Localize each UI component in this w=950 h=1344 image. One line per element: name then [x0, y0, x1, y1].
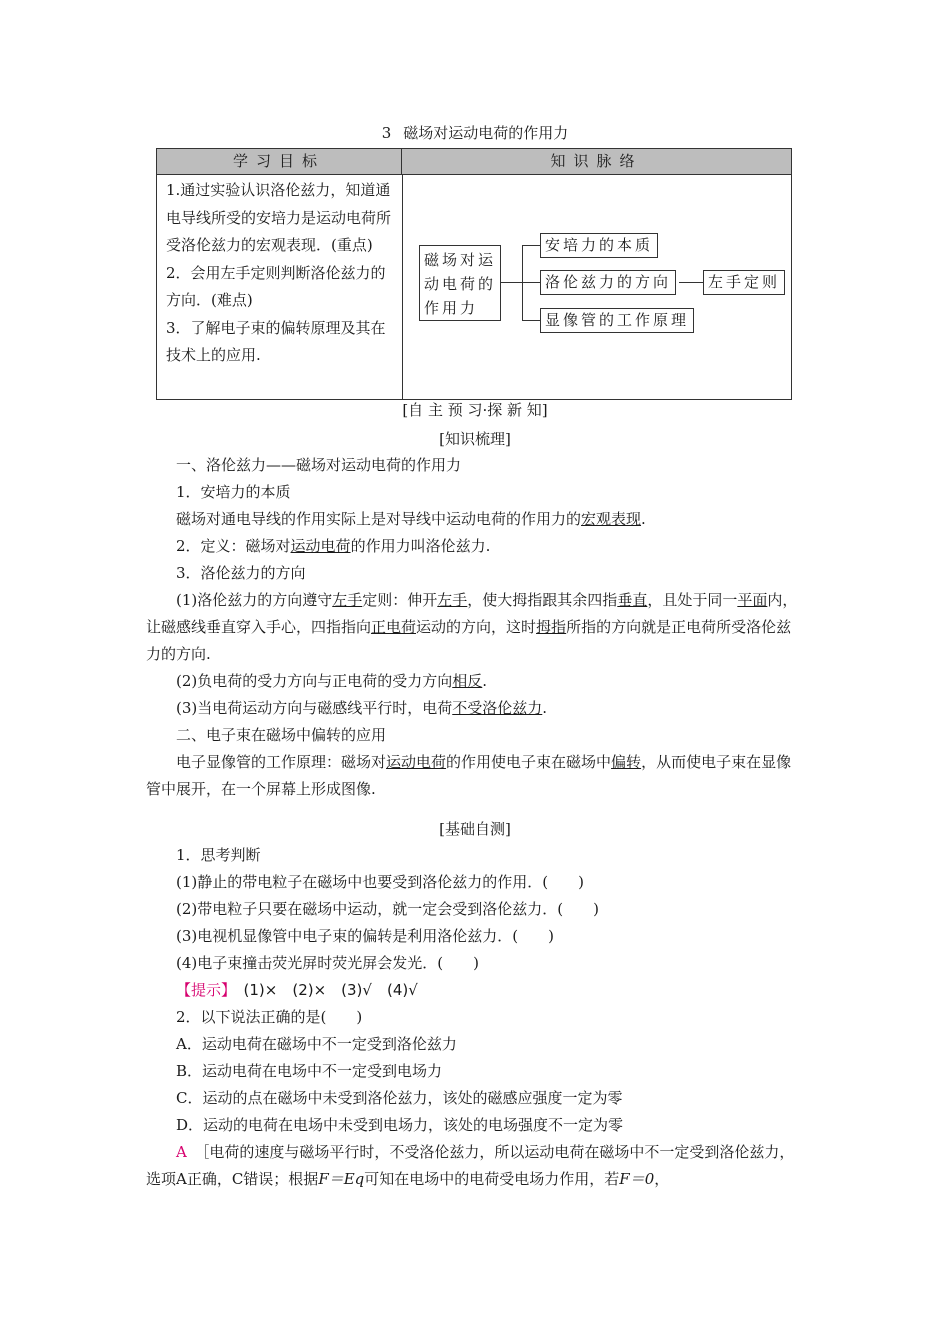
- header-learning-goals: 学习目标: [157, 149, 402, 175]
- blank-answer: 相反: [452, 672, 483, 690]
- hint-line: [146, 977, 806, 1004]
- paragraph: 2．定义：磁场对运动电荷的作用力叫洛伦兹力.: [176, 537, 491, 555]
- subsection-title: 1．安培力的本质: [176, 483, 291, 501]
- goal-item: 3．了解电子束的偏转原理及其在技术上的应用.: [166, 318, 386, 364]
- selftest-body: [146, 842, 806, 1193]
- paragraph: (2)负电荷的受力方向与正电荷的受力方向相反.: [176, 672, 488, 690]
- preview-header: [自 主 预 习·探 新 知]: [402, 401, 548, 419]
- learning-goals: [166, 177, 394, 370]
- blank-answer: 偏转: [611, 753, 642, 771]
- formula: F＝0: [619, 1170, 655, 1188]
- paragraph: (1)洛伦兹力的方向遵守左手定则：伸开左手，使大拇指跟其余四指垂直，且处于同一平面内，让磁感线垂直穿入手心，四指指向正电荷运动的方向，这时拇指所指的方向就是正电荷所受洛伦兹力的方向.: [146, 591, 798, 663]
- question-title: 2．以下说法正确的是( ): [176, 1008, 363, 1026]
- blank-answer: 宏观表现: [581, 510, 642, 528]
- blank-answer: 平面: [737, 591, 768, 609]
- connector: [522, 282, 540, 283]
- blank-answer: 运动电荷: [386, 753, 447, 771]
- connector: [522, 245, 523, 321]
- blank-answer: 左手: [437, 591, 468, 609]
- paragraph: 电子显像管的工作原理：磁场对运动电荷的作用使电子束在磁场中偏转，从而使电子束在显像管中展开，在一个屏幕上形成图像.: [146, 753, 792, 798]
- paragraph: (3)当电荷运动方向与磁感线平行时，电荷不受洛伦兹力.: [176, 699, 548, 717]
- option-b: B．运动电荷在电场中不一定受到电场力: [176, 1062, 443, 1080]
- goal-item: 1.通过实验认识洛伦兹力，知道通电导线所受的安培力是运动电荷所受洛伦兹力的宏观表现．(重点): [166, 181, 392, 254]
- answer-explanation: A ［电荷的速度与磁场平行时，不受洛伦兹力，所以运动电荷在磁场中不一定受到洛伦兹力，选项A正确，C错误；根据F＝Eq可知在电场中的电荷受电场力作用，若F＝0，: [146, 1143, 795, 1188]
- question-title: 1．思考判断: [176, 846, 261, 864]
- paragraph: 磁场对通电导线的作用实际上是对导线中运动电荷的作用力的宏观表现.: [176, 510, 646, 528]
- objectives-table: [156, 148, 792, 400]
- selftest-header: [基础自测]: [439, 820, 511, 838]
- connector: [679, 282, 703, 283]
- section-number: 3: [381, 124, 392, 142]
- judgment-item: (4)电子束撞击荧光屏时荧光屏会发光．( ): [176, 954, 479, 972]
- page-title: [0, 122, 950, 143]
- table-divider: [402, 175, 403, 399]
- formula: F＝Eq: [318, 1170, 365, 1188]
- section-heading: 二、电子束在磁场中偏转的应用: [176, 726, 387, 744]
- blank-answer: 左手: [332, 591, 363, 609]
- mindmap-branch-direction: 洛伦兹力的方向: [540, 270, 676, 295]
- option-c: C．运动的点在磁场中未受到洛伦兹力，该处的磁感应强度一定为零: [176, 1089, 623, 1107]
- option-a: A．运动电荷在磁场中不一定受到洛伦兹力: [176, 1035, 457, 1053]
- blank-answer: 正电荷: [371, 618, 417, 636]
- hint-text: (1)× (2)× (3)√ (4)√: [243, 981, 418, 999]
- option-d: D．运动的电荷在电场中未受到电场力，该处的电场强度不一定为零: [176, 1116, 624, 1134]
- title-text: 磁场对运动电荷的作用力: [403, 124, 569, 142]
- goal-item: 2．会用左手定则判断洛伦兹力的方向．(难点): [166, 263, 386, 309]
- blank-answer: 运动电荷: [290, 537, 351, 555]
- mindmap-branch-ampere: 安培力的本质: [540, 233, 658, 258]
- mindmap-branch-crt: 显像管的工作原理: [540, 308, 694, 333]
- answer-letter: A: [176, 1143, 187, 1161]
- blank-answer: 垂直: [617, 591, 648, 609]
- header-knowledge-map: 知识脉络: [402, 149, 791, 175]
- judgment-item: (2)带电粒子只要在磁场中运动，就一定会受到洛伦兹力．( ): [176, 900, 599, 918]
- connector: [522, 320, 540, 321]
- section-heading: 一、洛伦兹力——磁场对运动电荷的作用力: [176, 456, 462, 474]
- mindmap-root: 磁场对运动电荷的作用力: [419, 245, 501, 321]
- blank-answer: 拇指: [536, 618, 567, 636]
- connector: [522, 245, 540, 246]
- judgment-item: (3)电视机显像管中电子束的偏转是利用洛伦兹力．( ): [176, 927, 554, 945]
- mindmap-left-hand-rule: 左手定则: [703, 270, 785, 295]
- knowledge-body: [146, 452, 806, 803]
- knowledge-header: [知识梳理]: [439, 430, 511, 448]
- subsection-title: 3．洛伦兹力的方向: [176, 564, 306, 582]
- hint-label: 【提示】: [176, 981, 229, 999]
- connector: [500, 282, 522, 283]
- blank-answer: 不受洛伦兹力: [452, 699, 543, 717]
- judgment-item: (1)静止的带电粒子在磁场中也要受到洛伦兹力的作用．( ): [176, 873, 584, 891]
